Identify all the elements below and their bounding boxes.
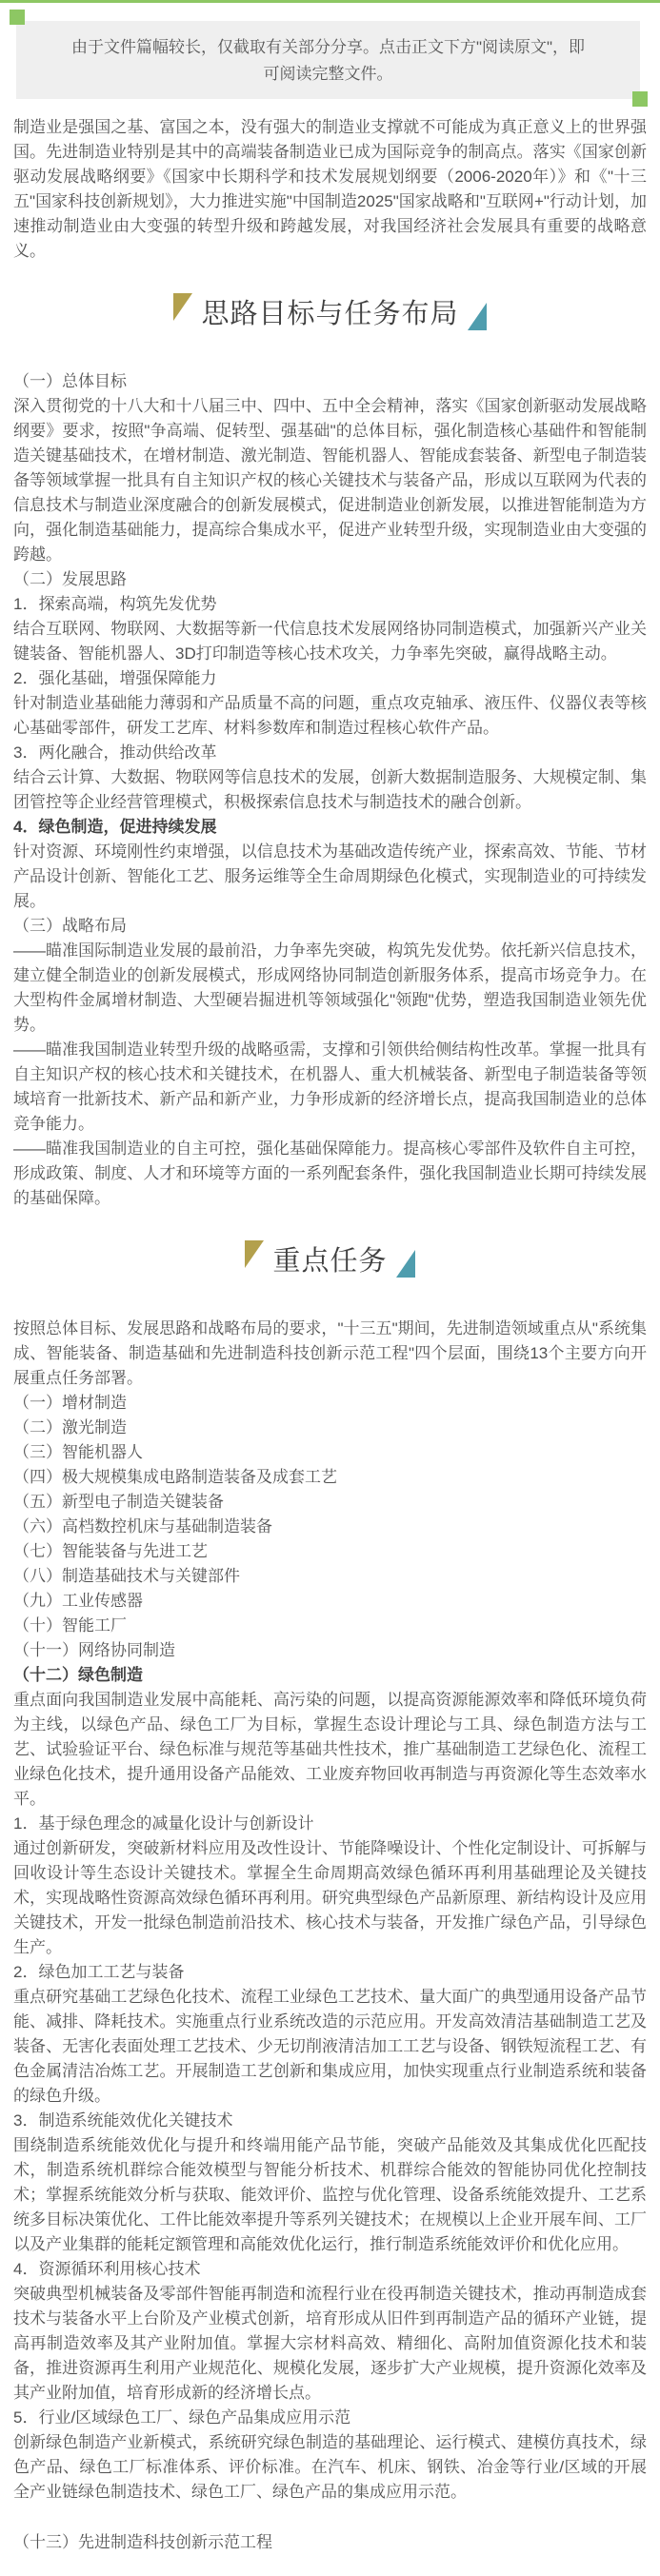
paragraph: 3．两化融合，推动供给改革 — [13, 743, 217, 762]
paragraph: 3．制造系统能效优化关键技术 — [13, 2111, 233, 2130]
paragraph: 2．强化基础，增强保障能力 — [13, 669, 217, 687]
teal-triangle-icon — [468, 303, 487, 330]
paragraph: 5．行业/区域绿色工厂、绿色产品集成应用示范 — [13, 2408, 351, 2427]
paragraph: （七）智能装备与先进工艺 — [13, 1542, 208, 1560]
section-title: 重点任务 — [272, 1246, 388, 1277]
paragraph: （十三）先进制造科技创新示范工程 — [13, 2533, 272, 2551]
paragraph: ——瞄准国际制造业发展的最前沿，力争率先突破，构筑先发优势。依托新兴信息技术，建立健全制造业的创新发展模式，形成网络协同制造创新服务体系，提高市场竞争力。在大型构件金属增材制造、大型硬岩掘进机等领域强化"领跑"优势，塑造我国制造业领先优势。 — [13, 941, 647, 1034]
section-header-goals — [13, 292, 647, 331]
paragraph: 2．绿色加工工艺与装备 — [13, 1963, 185, 1981]
section-body-key-tasks — [13, 1317, 647, 2555]
paragraph: （十二）绿色制造 — [13, 1666, 143, 1684]
paragraph: （一）总体目标 — [13, 372, 127, 390]
notice-text: 由于文件篇幅较长，仅截取有关部分分享。点击正文下方"阅读原文"，即可阅读完整文件。 — [70, 38, 586, 83]
paragraph: 重点研究基础工艺绿色化技术、流程工业绿色工艺技术、量大面广的典型通用设备产品节能、减排、降耗技术。实施重点行业系统改造的示范应用。开发高效清洁基础制造工艺及装备、无害化表面处理工艺技术、少无切削液清洁加工工艺与设备、钢铁短流程工艺、有色金属清洁冶炼工艺。开展制造工艺创新和集成应用，加快实现重点行业制造系统和装备的绿色升级。 — [13, 1988, 647, 2105]
paragraph: （三）战略布局 — [13, 917, 127, 935]
section-title: 思路目标与任务布局 — [201, 299, 459, 329]
paragraph: （二）发展思路 — [13, 570, 127, 588]
paragraph: （二）激光制造 — [13, 1418, 127, 1437]
paragraph: 针对制造业基础能力薄弱和产品质量不高的问题，重点攻克轴承、液压件、仪器仪表等核心基础零部件，研发工艺库、材料参数库和制造过程核心软件产品。 — [13, 694, 647, 737]
paragraph: 1．基于绿色理念的减量化设计与创新设计 — [13, 1814, 314, 1833]
paragraph: （四）极大规模集成电路制造装备及成套工艺 — [13, 1468, 337, 1486]
top-accent-bar — [0, 0, 660, 3]
paragraph: 1．探索高端，构筑先发优势 — [13, 595, 217, 613]
paragraph: 4．资源循环利用核心技术 — [13, 2260, 201, 2278]
section-body-goals — [13, 369, 647, 1211]
paragraph: （三）智能机器人 — [13, 1443, 143, 1461]
paragraph: （一）增材制造 — [13, 1394, 127, 1412]
paragraph: （九）工业传感器 — [13, 1592, 143, 1610]
paragraph: 围绕制造系统能效优化与提升和终端用能产品节能，突破产品能效及其集成优化匹配技术，制造系统机群综合能效模型与智能分析技术、机群综合能效的智能协同优化控制技术；掌握系统能效分析与获取、能效评价、监控与优化管理、设备系统能效提升、工艺系统多目标决策优化、工件比能效率提升等系列关键技术；在规模以上企业开展车间、工厂以及产业集群的能耗定额管理和高能效优化运行，推行制造系统能效评价和优化应用。 — [13, 2136, 647, 2253]
paragraph: 深入贯彻党的十八大和十八届三中、四中、五中全会精神，落实《国家创新驱动发展战略纲要》要求，按照"争高端、促转型、强基础"的总体目标，强化制造核心基础件和智能制造关键基础技术，在增材制造、激光制造、智能机器人、智能成套装备、新型电子制造装备等领域掌握一批具有自主知识产权的核心关键技术与装备产品，形成以互联网为代表的信息技术与制造业深度融合的创新发展模式，促进制造业创新发展，以推进智能制造为方向，强化制造基础能力，提高综合集成水平，促进产业转型升级，实现制造业由大变强的跨越。 — [13, 397, 647, 564]
paragraph: ——瞄准我国制造业的自主可控，强化基础保障能力。提高核心零部件及软件自主可控，形成政策、制度、人才和环境等方面的一系列配套条件，强化我国制造业长期可持续发展的基础保障。 — [13, 1139, 647, 1207]
paragraph: （六）高档数控机床与基础制造装备 — [13, 1517, 272, 1536]
gold-triangle-icon — [245, 1240, 264, 1268]
paragraph: 按照总体目标、发展思路和战略布局的要求，"十三五"期间，先进制造领域重点从"系统集成、智能装备、制造基础和先进制造科技创新示范工程"四个层面，围绕13个主要方向开展重点任务部署。 — [13, 1319, 647, 1387]
paragraph: 4．绿色制造，促进持续发展 — [13, 818, 217, 836]
paragraph: ——瞄准我国制造业转型升级的战略亟需，支撑和引领供给侧结构性改革。掌握一批具有自主知识产权的核心技术和关键技术，在机器人、重大机械装备、新型电子制造装备等领域培育一批新技术、新产品和新产业，力争形成新的经济增长点，提高我国制造业的总体竞争能力。 — [13, 1040, 647, 1133]
intro-paragraph: 制造业是强国之基、富国之本，没有强大的制造业支撑就不可能成为真正意义上的世界强国。先进制造业特别是其中的高端装备制造业已成为国际竞争的制高点。落实《国家创新驱动发展战略纲要》《国家中长期科学和技术发展规划纲要（2006-2020年）》和《"十三五"国家科技创新规划》，大力推进实施"中国制造2025"国家战略和"互联网+"行动计划，加速推动制造业由大变强的转型升级和跨越发展，对我国经济社会发展具有重要的战略意义。 — [13, 118, 647, 260]
paragraph: 通过创新研发，突破新材料应用及改性设计、节能降噪设计、个性化定制设计、可拆解与回收设计等生态设计关键技术。掌握全生命周期高效绿色循环再利用基础理论及关键技术，实现战略性资源高效绿色循环再利用。研究典型绿色产品新原理、新结构设计及应用关键技术，开发一批绿色制造前沿技术、核心技术与装备，开发推广绿色产品，引导绿色生产。 — [13, 1839, 647, 1956]
teal-triangle-icon — [396, 1250, 415, 1278]
paragraph: 重点面向我国制造业发展中高能耗、高污染的问题，以提高资源能源效率和降低环境负荷为主线，以绿色产品、绿色工厂为目标，掌握生态设计理论与工具、绿色制造方法与工艺、试验验证平台、绿色标准与规范等基础共性技术，推广基础制造工艺绿色化、流程工业绿色化技术，提升通用设备产品能效、工业废弃物回收再制造与再资源化等生态效率水平。 — [13, 1691, 647, 1808]
paragraph: （十一）网络协同制造 — [13, 1641, 175, 1659]
paragraph: 结合云计算、大数据、物联网等信息技术的发展，创新大数据制造服务、大规模定制、集团管控等企业经营管理模式，积极探索信息技术与制造技术的融合创新。 — [13, 768, 647, 811]
gold-triangle-icon — [173, 293, 192, 321]
paragraph: （五）新型电子制造关键装备 — [13, 1493, 224, 1511]
notice-corner-square-icon — [632, 91, 648, 107]
paragraph: 结合互联网、物联网、大数据等新一代信息技术发展网络协同制造模式，加强新兴产业关键装备、智能机器人、3D打印制造等核心技术攻关，力争率先突破，赢得战略主动。 — [13, 620, 647, 663]
bottom-spacer — [13, 2555, 647, 2576]
paragraph: （十）智能工厂 — [13, 1616, 127, 1635]
notice-box — [16, 21, 640, 99]
paragraph: 突破典型机械装备及零部件智能再制造和流程行业在役再制造关键技术，推动再制造成套技术与装备水平上台阶及产业模式创新，培育形成从旧件到再制造产品的循环产业链，提高再制造效率及其产业附加值。掌握大宗材料高效、精细化、高附加值资源化技术和装备，推进资源再生利用产业规范化、规模化发展，逐步扩大产业规模，提升资源化效率及其产业附加值，培育形成新的经济增长点。 — [13, 2285, 647, 2402]
paragraph: 创新绿色制造产业新模式，系统研究绿色制造的基础理论、运行模式、建模仿真技术，绿色产品、绿色工厂标准体系、评价标准。在汽车、机床、钢铁、冶金等行业/区域的开展全产业链绿色制造技术、绿色工厂、绿色产品的集成应用示范。 — [13, 2433, 647, 2501]
article-content — [0, 115, 660, 2576]
paragraph: （八）制造基础技术与关键部件 — [13, 1567, 240, 1585]
paragraph: 针对资源、环境刚性约束增强，以信息技术为基础改造传统产业，探索高效、节能、节材产品设计创新、智能化工艺、服务运维等全生命周期绿色化模式，实现制造业的可持续发展。 — [13, 842, 647, 910]
notice-corner-square-icon — [10, 10, 25, 25]
section-header-key-tasks — [13, 1239, 647, 1278]
